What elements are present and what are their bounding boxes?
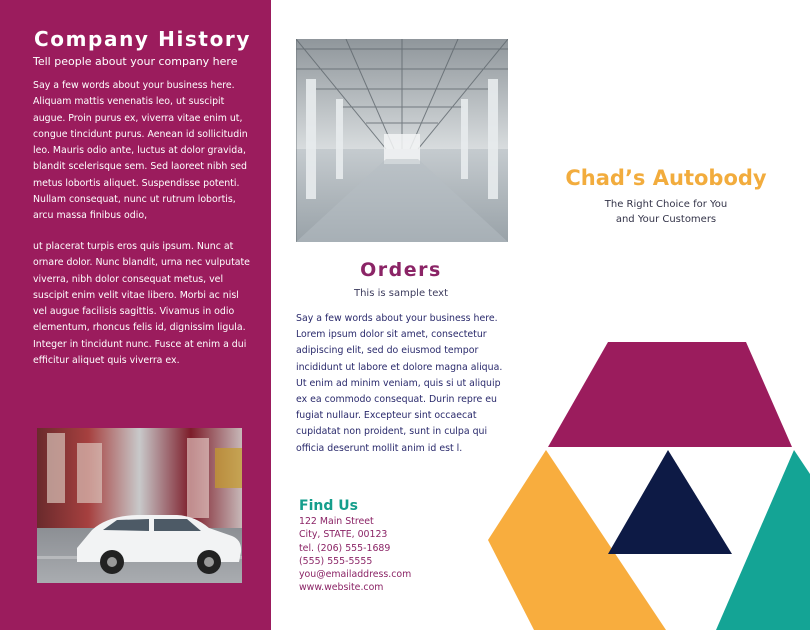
orders-body: Say a few words about your business here. Lorem ipsum dolor sit amet, consectetur adipiscing elit, sed do eiusmod tempor incididunt ut labore et dolore magna aliqua. Ut enim ad minim veniam, quis si ut aliquip ex ea commodo consequat. Durin repre eu fugiat nullaur. Excepteur sint occaecat cupidatat non proident, sunt in culpa qui officia deserunt mollit anim id est l. xyxy=(296,313,503,454)
magenta-trapezoid xyxy=(548,342,792,447)
phone-number-2: (555) 555-5555 xyxy=(299,555,373,567)
company-history-subtitle: Tell people about your company here xyxy=(33,55,238,68)
warehouse-photo xyxy=(296,39,508,242)
address-city: City, STATE, 00123 xyxy=(299,529,388,541)
navy-triangle xyxy=(608,450,732,554)
warehouse-photo-image xyxy=(296,39,508,242)
website-address: www.website.com xyxy=(299,582,384,594)
email-address: you@emailaddress.com xyxy=(299,569,412,581)
address-street: 122 Main Street xyxy=(299,516,374,527)
orders-title: Orders xyxy=(360,259,442,281)
brand-tagline-line-1: The Right Choice for You xyxy=(604,199,728,210)
orders-subtitle: This is sample text xyxy=(353,288,449,299)
geometric-logo-shapes xyxy=(488,342,810,630)
brand-name: Chad’s Autobody xyxy=(565,166,767,190)
company-history-title: Company History xyxy=(34,27,252,51)
brand-tagline-line-2: and Your Customers xyxy=(615,214,717,225)
contact-info xyxy=(299,515,411,595)
car-photo-image xyxy=(37,428,242,583)
company-history-paragraph-1: Say a few words about your business here. Aliquam mattis venenatis leo, ut suscipit augue. Proin purus ex, viverra vitae enim ut, congue tincidunt purus. Aenean id sollicitudin leo. Mauris odio ante, luctus at dolor gravida, blandit scelerisque sem. Sed laoreet nibh sed metus lobortis aliquet. Suspendisse potenti. Nullam consequat, nunc ut rutrum lobortis, arcu massa finibus odio, xyxy=(33,80,248,222)
find-us-title: Find Us xyxy=(299,498,358,514)
company-history-paragraph-2: ut placerat turpis eros quis ipsum. Nunc at ornare dolor. Nunc blandit, urna nec vulputate viverra, nibh dolor consequat metus, vel suscipit enim velit vitae libero. Morbi ac nisl vel augue facilisis sagittis. Vivamus in odio elementum, rhoncus felis id, dignissim ligula. Integer in tincidunt nunc. Fusce at enim a dui efficitur aliquet quis viverra ex. xyxy=(33,241,250,367)
phone-number: tel. (206) 555-1689 xyxy=(299,542,391,554)
company-history-panel xyxy=(0,0,271,630)
teal-shape xyxy=(716,450,810,630)
car-photo xyxy=(37,428,242,583)
brand-tagline xyxy=(540,197,792,227)
